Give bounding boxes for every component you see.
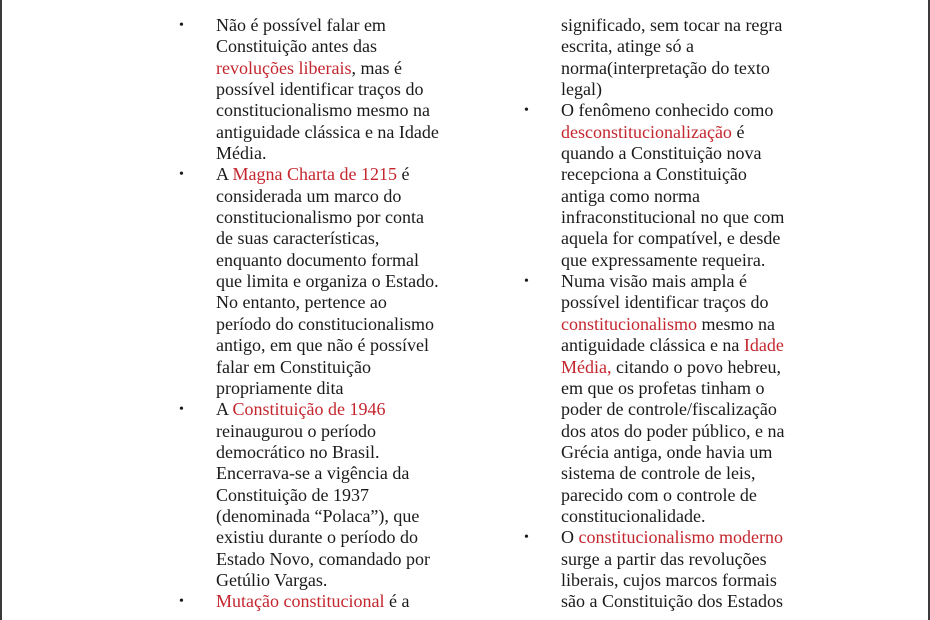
highlighted-term: Idade [743,335,784,356]
text-segment: que expressamente requeira. [561,249,766,270]
text-segment: citando o povo hebreu, [611,356,781,377]
text-line [216,506,456,527]
text-segment: escrita, atinge só a [561,36,694,57]
bullet-icon: • [524,103,529,119]
text-line [561,314,806,335]
text-segment: Encerrava-se a vigência da [216,463,410,484]
bullet-item [524,527,806,612]
text-line [561,207,806,228]
bullet-item [179,15,456,164]
text-segment: existiu durante o período do [216,527,418,548]
bullet-icon: • [179,402,184,418]
text-line [561,58,806,79]
text-segment: Constituição de 1937 [216,484,369,505]
text-segment: A [216,399,233,420]
bullet-icon: • [179,594,184,610]
text-line [561,463,806,484]
text-line [216,143,456,164]
text-segment: legal) [561,79,602,100]
text-line [561,527,806,548]
bullet-item [179,591,456,612]
text-segment: constitucionalidade. [561,505,706,526]
text-segment: parecido com o controle de [561,484,757,505]
text-segment: constitucionalismo mesmo na [216,100,430,121]
text-segment: recepciona a Constituição [561,164,747,185]
text-segment: são a Constituição dos Estados [561,591,783,612]
text-line [216,79,456,100]
text-line [561,570,806,591]
text-line [561,549,806,570]
text-segment: norma(interpretação do texto [561,57,770,78]
text-segment: infraconstitucional no que com [561,207,785,228]
bullet-item [179,399,456,591]
text-line [216,421,456,442]
text-line [561,357,806,378]
text-segment: Média. [216,143,267,164]
text-segment: Não é possível falar em [216,15,386,35]
text-segment: quando a Constituição nova [561,143,762,164]
bullet-icon: • [179,167,184,183]
left-column [179,15,456,613]
text-segment: é [396,164,410,185]
text-line [216,292,456,313]
text-segment: O fenômeno conhecido como [561,100,774,121]
text-line [216,36,456,57]
text-line [561,250,806,271]
text-line [216,527,456,548]
text-line [216,271,456,292]
text-line [561,442,806,463]
text-segment: é [731,121,745,142]
text-segment: é a [384,591,410,612]
text-segment: liberais, cujos marcos formais [561,569,777,590]
text-segment: Getúlio Vargas. [216,569,328,590]
text-line [216,442,456,463]
text-line [561,36,806,57]
text-line [216,570,456,591]
bullet-icon: • [179,18,184,33]
text-segment: Estado Novo, comandado por [216,548,430,569]
text-line [216,378,456,399]
text-line [216,58,456,79]
right-column [524,15,806,613]
text-line [561,15,806,36]
text-line [561,335,806,356]
text-segment: falar em Constituição [216,356,371,377]
text-segment: Grécia antiga, onde havia um [561,441,773,462]
text-line [216,228,456,249]
text-segment: surge a partir das revoluções [561,548,767,569]
text-segment: propriamente dita [216,377,344,398]
text-line [216,186,456,207]
text-segment: A [216,164,233,185]
page-edge-left [0,0,2,620]
text-segment: O [561,527,579,548]
text-segment: período do constitucionalismo [216,313,434,334]
text-line [561,79,806,100]
highlighted-term: Mutação constitucional [216,591,385,612]
text-line [216,485,456,506]
text-line [216,250,456,271]
text-line [561,485,806,506]
text-segment: (denominada “Polaca”), que [216,505,420,526]
text-segment: sistema de controle de leis, [561,463,756,484]
text-segment: reinaugurou o período [216,420,376,441]
text-line [216,357,456,378]
text-segment: dos atos do poder público, e na [561,420,785,441]
text-segment: democrático no Brasil. [216,441,380,462]
bullet-item [524,271,806,527]
text-segment: , mas é [351,57,402,78]
text-segment: antigo, em que não é possível [216,335,429,356]
bullet-item [179,164,456,399]
text-segment: Numa visão mais ampla é [561,271,747,292]
text-line [216,314,456,335]
text-line [216,591,456,612]
text-segment: significado, sem tocar na regra [561,15,783,35]
highlighted-term: Constituição de 1946 [232,399,386,420]
text-segment: constitucionalismo por conta [216,207,424,228]
bullet-icon: • [524,274,529,290]
text-line [216,463,456,484]
highlighted-term: constitucionalismo [561,313,697,334]
text-line [561,228,806,249]
text-segment: em que os profetas tinham o [561,377,765,398]
text-line [561,122,806,143]
text-line [561,100,806,121]
text-segment: antiguidade clássica e na [561,335,744,356]
text-line [216,335,456,356]
text-line [216,399,456,420]
text-line [216,164,456,185]
text-line [561,591,806,612]
text-segment: antiguidade clássica e na Idade [216,121,439,142]
text-line [216,15,456,36]
text-line [561,292,806,313]
text-line [216,100,456,121]
text-line [561,143,806,164]
bullet-icon: • [524,530,529,546]
text-line [216,122,456,143]
bullet-item [561,15,806,100]
highlighted-term: constitucionalismo moderno [578,527,783,548]
text-segment: enquanto documento formal [216,249,419,270]
text-segment: aquela for compatível, e desde [561,228,781,249]
text-segment: que limita e organiza o Estado. [216,271,439,292]
text-line [561,421,806,442]
text-line [561,164,806,185]
text-line [561,186,806,207]
text-segment: possível identificar traços do [216,79,424,100]
highlighted-term: Magna Charta de 1215 [232,164,397,185]
highlighted-term: desconstitucionalização [561,121,732,142]
highlighted-term: Média, [561,356,612,377]
text-segment: poder de controle/fiscalização [561,399,777,420]
text-segment: antiga como norma [561,185,700,206]
text-segment: mesmo na [696,313,775,334]
bullet-item [524,100,806,271]
text-line [561,506,806,527]
text-segment: possível identificar traços do [561,292,769,313]
text-line [216,207,456,228]
text-segment: considerada um marco do [216,185,402,206]
text-segment: de suas características, [216,228,380,249]
highlighted-term: revoluções liberais [216,57,352,78]
text-segment: Constituição antes das [216,36,377,57]
text-segment: No entanto, pertence ao [216,292,387,313]
text-line [561,399,806,420]
text-line [216,549,456,570]
text-line [561,271,806,292]
text-line [561,378,806,399]
